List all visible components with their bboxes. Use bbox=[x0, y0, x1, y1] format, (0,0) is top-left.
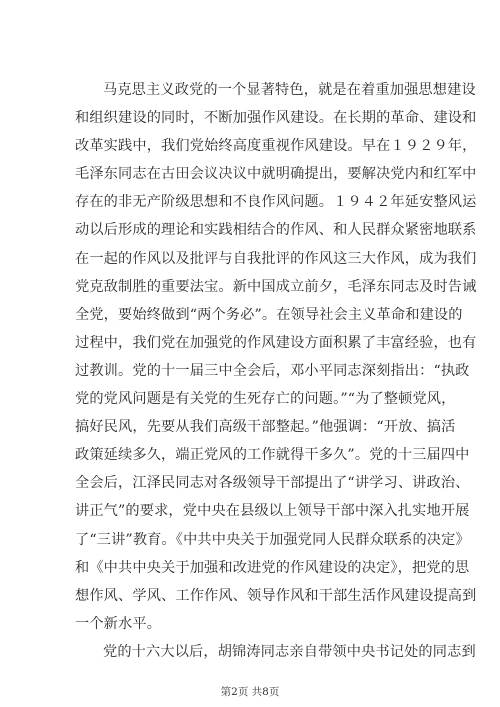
text-line: 和《中共中央关于加强和改进党的作风建设的决定》，把党的思 bbox=[75, 559, 470, 576]
text-line: 马克思主义政党的一个显著特色，就是在着重加强思想建设 bbox=[103, 82, 476, 98]
text-line: 搞好民风，先要从我们高级干部整起。”他强调：“开放、搞活 bbox=[75, 419, 456, 436]
text-line: 改革实践中，我们党始终高度重视作风建设。早在１９２９年， bbox=[75, 138, 477, 155]
text-line: 了“三讲”教育。《中共中央关于加强党同人民群众联系的决定》 bbox=[75, 531, 470, 548]
page-number-footer: 第2页 共8页 bbox=[220, 686, 280, 698]
text-line: 全党，要始终做到“两个务必”。在领导社会主义革命和建设的 bbox=[75, 306, 463, 323]
text-line: 党的十六大以后，胡锦涛同志亲自带领中央书记处的同志到 bbox=[103, 643, 476, 660]
text-line: 讲正气”的要求，党中央在县级以上领导干部中深入扎实地开展 bbox=[75, 503, 470, 520]
text-line: 一个新水平。 bbox=[75, 615, 162, 632]
text-line: 全会后，江泽民同志对各级领导干部提出了“讲学习、讲政治、 bbox=[75, 475, 470, 492]
text-line: 想作风、学风、工作作风、领导作风和干部生活作风建设提高到 bbox=[75, 587, 477, 604]
text-line: 过程中，我们党在加强党的作风建设方面积累了丰富经验，也有 bbox=[75, 334, 477, 351]
text-line: 党克敌制胜的重要法宝。新中国成立前夕，毛泽东同志及时告诫 bbox=[75, 278, 477, 295]
text-line: 过教训。党的十一届三中全会后，邓小平同志深刻指出：“执政 bbox=[75, 362, 470, 379]
text-line: 和组织建设的同时，不断加强作风建设。在长期的革命、建设和 bbox=[75, 110, 477, 127]
text-line: 政策延续多久，端正党风的工作就得干多久”。党的十三届四中 bbox=[75, 447, 470, 464]
text-line: 动以后形成的理论和实践相结合的作风、和人民群众紧密地联系 bbox=[75, 222, 477, 239]
document-body bbox=[75, 76, 477, 666]
text-line: 存在的非无产阶级思想和不良作风问题。１９４２年延安整风运 bbox=[75, 194, 477, 211]
text-line: 在一起的作风以及批评与自我批评的作风这三大作风，成为我们 bbox=[75, 250, 477, 267]
text-line: 毛泽东同志在古田会议决议中就明确提出，要解决党内和红军中 bbox=[75, 166, 477, 183]
text-line: 党的党风问题是有关党的生死存亡的问题。”“为了整顿党风， bbox=[75, 391, 456, 408]
